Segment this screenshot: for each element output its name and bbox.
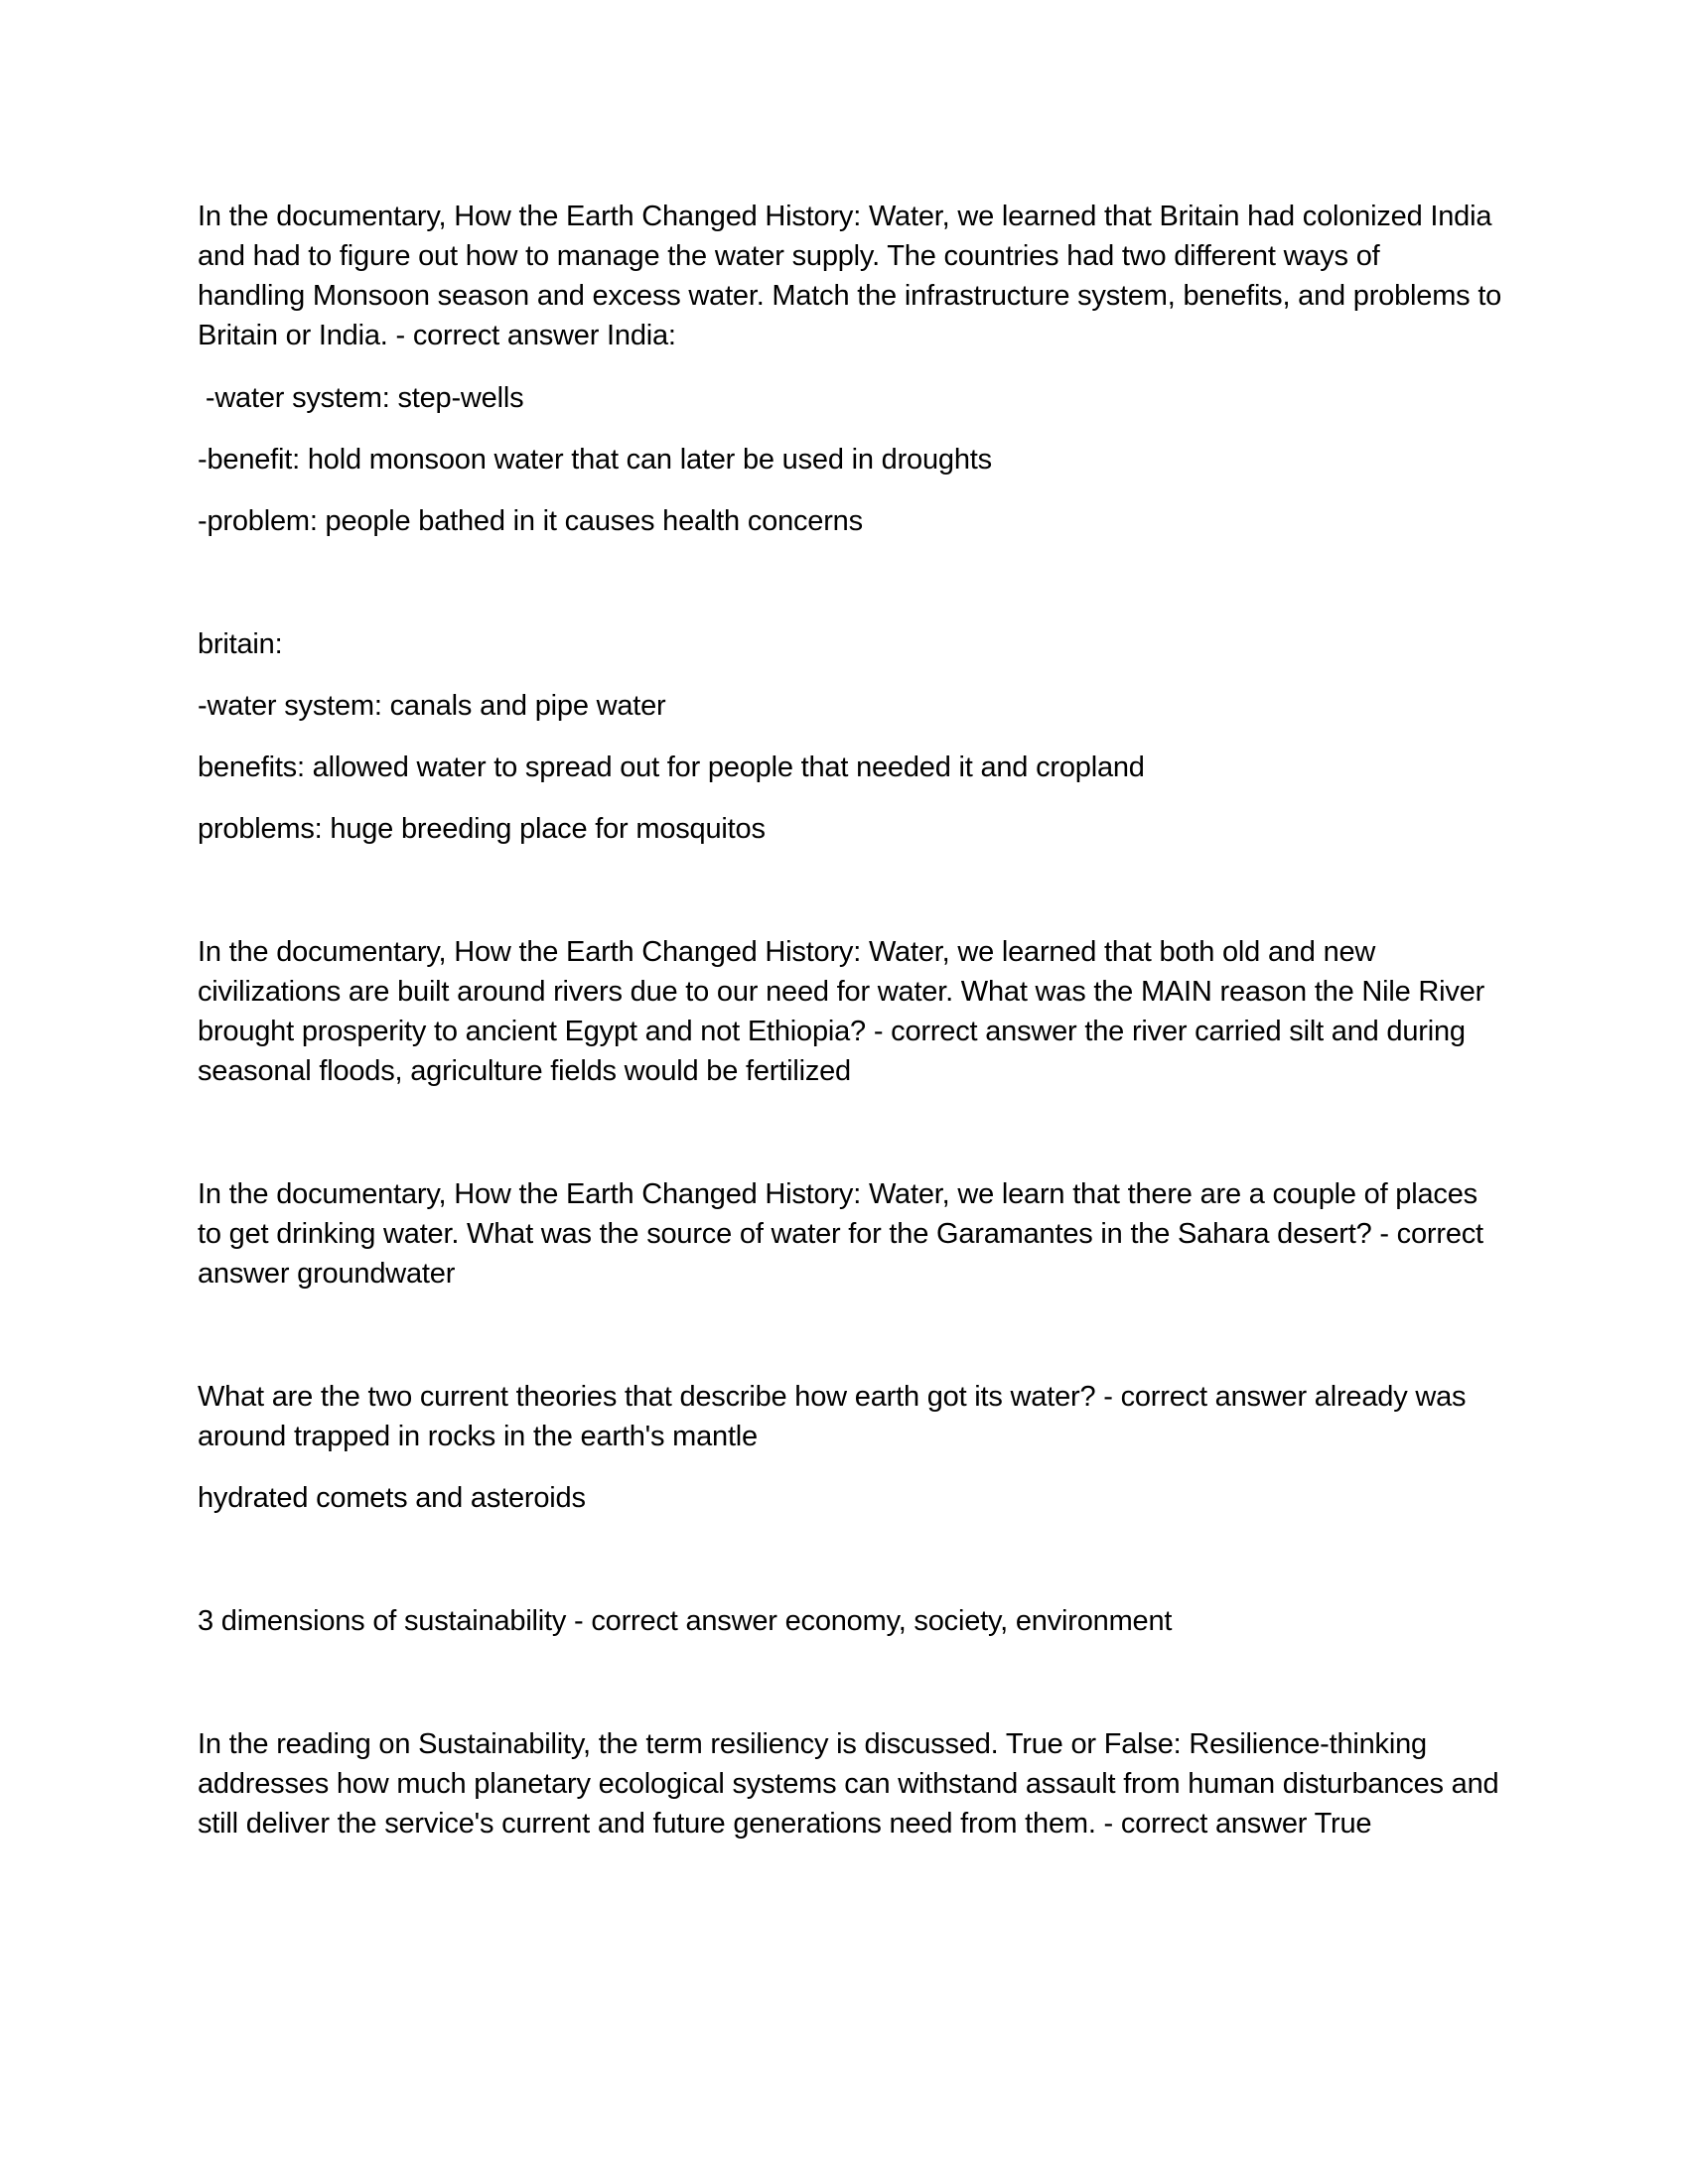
text-line: -problem: people bathed in it causes health concerns [198, 505, 863, 537]
text-line: brought prosperity to ancient Egypt and not Ethiopia? - correct answer the river carried silt and during [198, 1016, 1466, 1047]
text-line: to get drinking water. What was the source of water for the Garamantes in the Sahara desert? - correct [198, 1218, 1483, 1250]
text-line: In the documentary, How the Earth Changed History: Water, we learned that Britain had colonized India [198, 201, 1492, 232]
text-line: hydrated comets and asteroids [198, 1482, 586, 1514]
text-line: In the documentary, How the Earth Changed History: Water, we learned that both old and new [198, 936, 1376, 968]
text-line: addresses how much planetary ecological systems can withstand assault from human disturbances and [198, 1768, 1499, 1800]
text-line: seasonal floods, agriculture fields would be fertilized [198, 1055, 851, 1087]
text-line: still deliver the service's current and future generations need from them. - correct answer True [198, 1808, 1372, 1840]
text-line: around trapped in rocks in the earth's mantle [198, 1421, 758, 1452]
text-line: 3 dimensions of sustainability - correct answer economy, society, environment [198, 1605, 1173, 1637]
text-line: benefits: allowed water to spread out for people that needed it and cropland [198, 751, 1145, 783]
text-line: What are the two current theories that describe how earth got its water? - correct answer already was [198, 1381, 1467, 1413]
text-line: -water system: step-wells [198, 382, 524, 414]
text-line: handling Monsoon season and excess water. Match the infrastructure system, benefits, and problems to [198, 280, 1502, 312]
text-line: In the reading on Sustainability, the term resiliency is discussed. True or False: Resilience-thinking [198, 1728, 1427, 1760]
text-line: britain: [198, 628, 283, 660]
text-line: Britain or India. - correct answer India: [198, 320, 676, 351]
text-line: problems: huge breeding place for mosquitos [198, 813, 766, 845]
text-line: and had to figure out how to manage the water supply. The countries had two different ways of [198, 240, 1380, 272]
text-line: -benefit: hold monsoon water that can later be used in droughts [198, 444, 992, 476]
text-line: -water system: canals and pipe water [198, 690, 666, 722]
text-line: answer groundwater [198, 1258, 456, 1290]
text-line: civilizations are built around rivers due to our need for water. What was the MAIN reason the Nile River [198, 976, 1485, 1008]
text-line: In the documentary, How the Earth Changed History: Water, we learn that there are a couple of places [198, 1178, 1477, 1210]
